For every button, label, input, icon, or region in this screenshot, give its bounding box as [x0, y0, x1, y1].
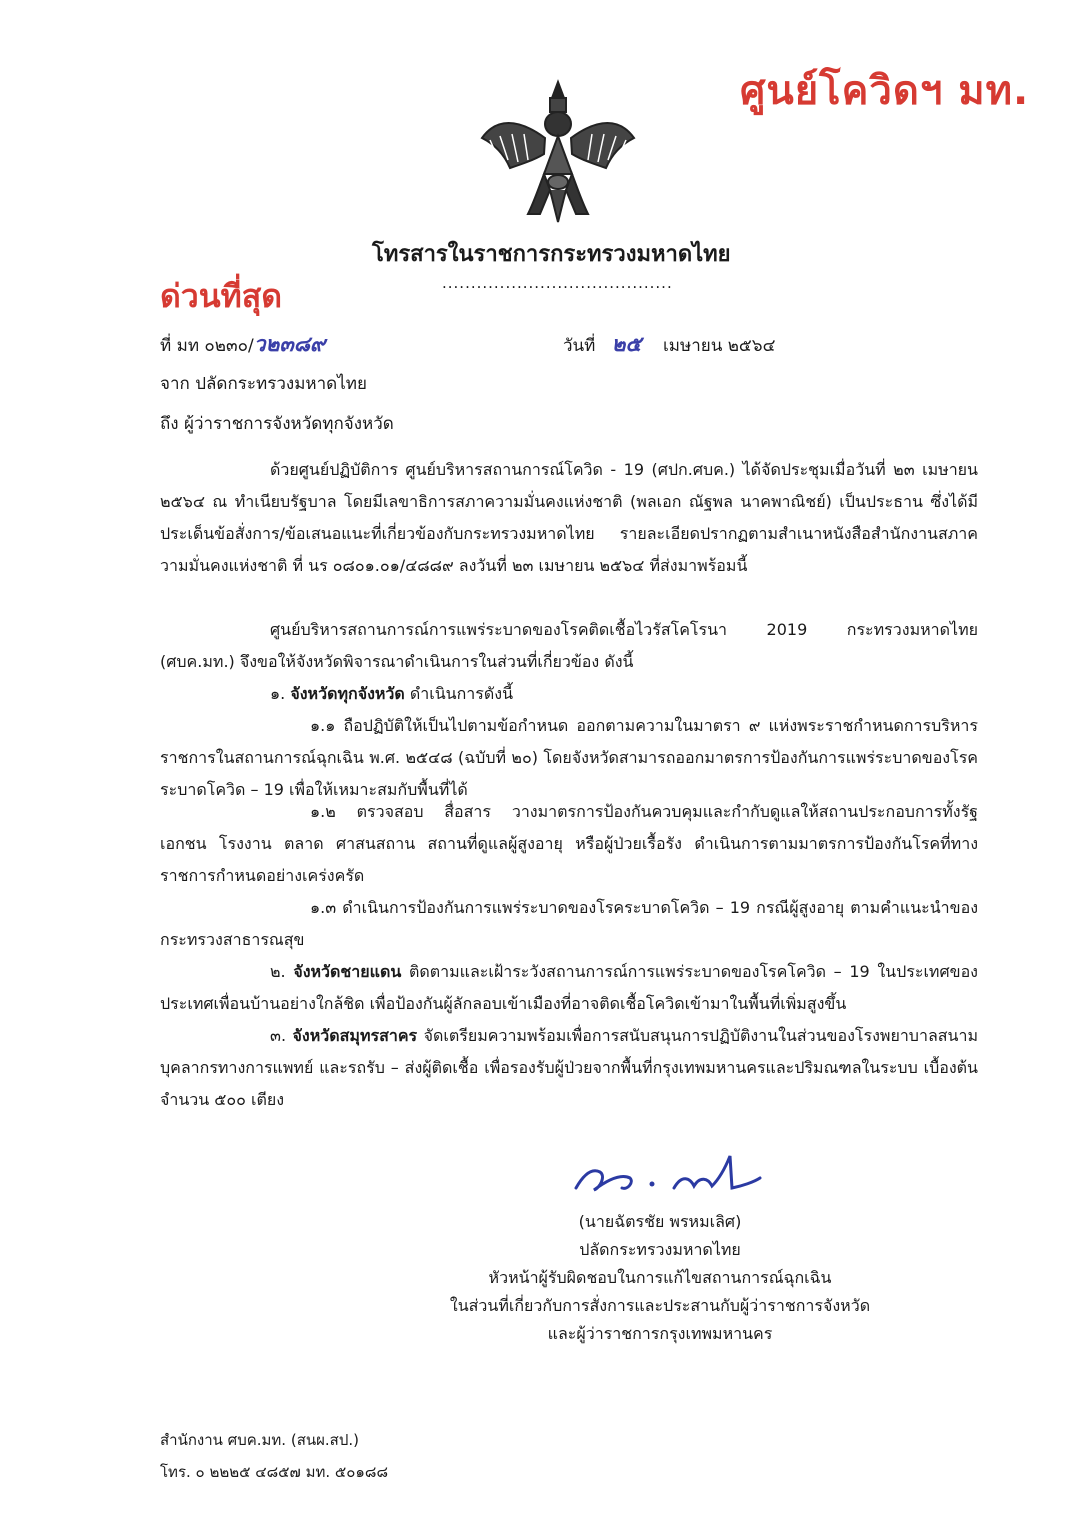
reference-handwritten-number: ว๒๓๘๙ [253, 332, 326, 356]
item-1 [160, 678, 978, 710]
item-3-heading: จังหวัดสมุทรสาคร [292, 1026, 418, 1045]
garuda-emblem-icon [478, 78, 638, 226]
document-title: โทรสารในราชการกระทรวงมหาดไทย [372, 242, 731, 267]
item-2 [160, 956, 978, 1020]
signature-block [400, 1208, 920, 1348]
item-3 [160, 1020, 978, 1116]
item-1-3: ๑.๓ ดำเนินการป้องกันการแพร่ระบาดของโรคระบาดโควิด – 19 กรณีผู้สูงอายุ ตามคำแนะนำของกระทรวงสาธารณสุข [160, 898, 978, 949]
item-1-1: ๑.๑ ถือปฏิบัติให้เป็นไปตามข้อกำหนด ออกตามความในมาตรา ๙ แห่งพระราชกำหนดการบริหารราชการในสถานการณ์ฉุกเฉิน พ.ศ. ๒๕๔๘ (ฉบับที่ ๒๐) โดยจังหวัดสามารถออกมาตรการป้องกันการแพร่ระบาดของโรคระบาดโควิด – 19 เพื่อให้เหมาะสมกับพื้นที่ได้ [160, 716, 978, 799]
item-1-text: ดำเนินการดังนี้ [404, 684, 514, 703]
footer-phone: โทร. ๐ ๒๒๒๕ ๔๘๕๗ มท. ๕๐๑๘๘ [160, 1463, 389, 1481]
date-month-year: เมษายน ๒๕๖๔ [662, 336, 776, 356]
footer-office: สำนักงาน ศบค.มท. (สนผ.สป.) [160, 1431, 359, 1449]
item-2-text: ติดตามและเฝ้าระวังสถานการณ์การแพร่ระบาดของโรคโควิด – 19 ในประเทศของประเทศเพื่อนบ้านอย่างใกล้ชิด เพื่อป้องกันผู้ลักลอบเข้าเมืองที่อาจติดเชื้อโควิดเข้ามาในพื้นที่เพิ่มสูงขึ้น [160, 962, 978, 1013]
urgency-stamp: ด่วนที่สุด [160, 277, 283, 315]
reference-prefix: ที่ มท ๐๒๓๐/ [160, 336, 254, 356]
item-3-number: ๓. [270, 1026, 287, 1045]
to-line: ถึง ผู้ว่าราชการจังหวัดทุกจังหวัด [160, 414, 394, 434]
from-line: จาก ปลัดกระทรวงมหาดไทย [160, 374, 367, 394]
signer-position-3: ในส่วนที่เกี่ยวกับการสั่งการและประสานกับผู้ว่าราชการจังหวัด [449, 1296, 871, 1315]
signer-position-2: หัวหน้าผู้รับผิดชอบในการแก้ไขสถานการณ์ฉุกเฉิน [488, 1268, 832, 1287]
document-date [563, 328, 775, 361]
reference-number [160, 328, 325, 361]
title-underline-dots: ........................................ [442, 274, 673, 292]
item-2-number: ๒. [270, 962, 286, 981]
item-3-text: จัดเตรียมความพร้อมเพื่อการสนับสนุนการปฏิบัติงานในส่วนของโรงพยาบาลสนาม บุคลากรทางการแพทย์ และรถรับ – ส่งผู้ติดเชื้อ เพื่อรองรับผู้ป่วยจากพื้นที่กรุงเทพมหานครและปริมณฑลในระบบ เบื้องต้นจำนวน ๕๐๐ เตียง [160, 1026, 978, 1109]
paragraph-1: ด้วยศูนย์ปฏิบัติการ ศูนย์บริหารสถานการณ์โควิด - 19 (ศปก.ศบค.) ได้จัดประชุมเมื่อวันที่ ๒๓ เมษายน ๒๕๖๔ ณ ทำเนียบรัฐบาล โดยมีเลขาธิการสภาความมั่นคงแห่งชาติ (พลเอก ณัฐพล นาคพาณิชย์) เป็นประธาน ซึ่งได้มีประเด็นข้อสั่งการ/ข้อเสนอแนะที่เกี่ยวข้องกับกระทรวงมหาดไทย รายละเอียดปรากฏตามสำเนาหนังสือสำนักงานสภาความมั่นคงแห่งชาติ ที่ นร ๐๘๐๑.๐๑/๔๘๘๙ ลงวันที่ ๒๓ เมษายน ๒๕๖๔ ที่ส่งมาพร้อมนี้ [160, 460, 978, 575]
signer-position-4: และผู้ว่าราชการกรุงเทพมหานคร [547, 1324, 773, 1343]
item-1-2: ๑.๒ ตรวจสอบ สื่อสาร วางมาตรการป้องกันควบคุมและกำกับดูแลให้สถานประกอบการทั้งรัฐ เอกชน โรงงาน ตลาด ศาสนสถาน สถานที่ดูแลผู้สูงอายุ หรือผู้ป่วยเรื้อรัง ดำเนินการตามมาตรการป้องกันโรคที่ทางราชการกำหนดอย่างเคร่งครัด [160, 802, 978, 885]
date-label: วันที่ [563, 336, 596, 356]
item-1-number: ๑. [270, 684, 286, 703]
covid-center-stamp: ศูนย์โควิดฯ มท. [740, 68, 1030, 114]
signer-position-1: ปลัดกระทรวงมหาดไทย [579, 1240, 741, 1259]
item-1-heading: จังหวัดทุกจังหวัด [290, 684, 405, 703]
date-day-handwritten: ๒๕ [611, 332, 642, 356]
signer-name: (นายฉัตรชัย พรหมเลิศ) [578, 1212, 742, 1231]
handwritten-signature-icon [570, 1148, 770, 1204]
item-2-heading: จังหวัดชายแดน [293, 962, 402, 981]
paragraph-2: ศูนย์บริหารสถานการณ์การแพร่ระบาดของโรคติดเชื้อไวรัสโคโรนา 2019 กระทรวงมหาดไทย (ศบค.มท.) จึงขอให้จังหวัดพิจารณาดำเนินการในส่วนที่เกี่ยวข้อง ดังนี้ [160, 620, 978, 671]
